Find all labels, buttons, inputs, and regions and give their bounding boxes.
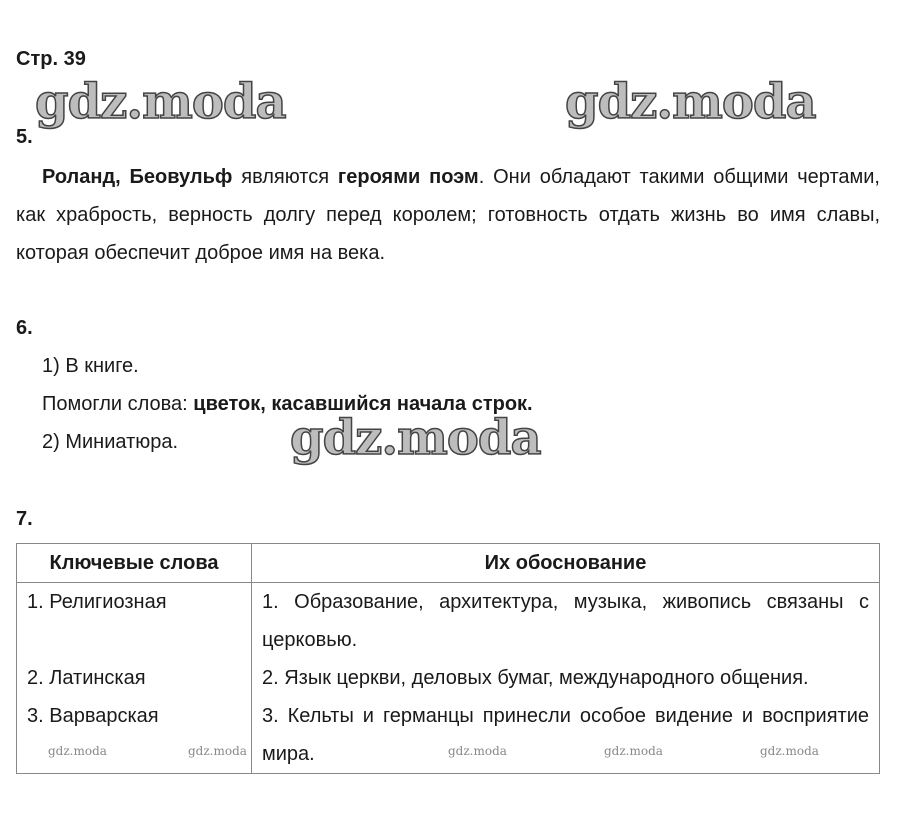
keywords-table <box>16 543 880 774</box>
text: являются <box>232 166 338 188</box>
watermark: gdz.moda <box>760 744 819 758</box>
bold-heroes: Роланд, Беовульф <box>42 166 233 188</box>
task-7-number: 7. <box>16 508 33 530</box>
watermark: gdz.moda <box>35 74 286 130</box>
watermark: gdz.moda <box>604 744 663 758</box>
keyword: 3. Варварская <box>27 705 159 727</box>
task-6-number: 6. <box>16 317 33 339</box>
watermark: gdz.moda <box>448 744 507 758</box>
task-5-number: 5. <box>16 126 33 148</box>
page-label: Стр. 39 <box>16 48 86 70</box>
reason: 2. Язык церкви, деловых бумаг, международного общения. <box>262 667 809 689</box>
keyword: 1. Религиозная <box>27 591 167 613</box>
watermark: gdz.moda <box>290 410 541 466</box>
task-5-answer <box>16 158 880 272</box>
header-keywords: Ключевые слова <box>17 544 252 583</box>
header-reasons: Их обоснование <box>252 544 880 583</box>
watermark: gdz.moda <box>48 744 107 758</box>
watermark: gdz.moda <box>565 74 816 130</box>
text: Помогли слова: <box>42 393 194 415</box>
reason: 1. Образование, архитектура, музыка, живопись связаны с церковью. <box>262 591 869 651</box>
bold-text: цветок, касавшийся начала строк. <box>193 393 533 415</box>
text: . Они обладают такими общими чертами, как храбрость, верность долгу перед королем; готовность отдать жизнь во имя славы, которая обеспечит доброе имя на века. <box>16 166 880 264</box>
task-6-line-3: 2) Миниатюра. <box>42 431 179 453</box>
task-6-line-1: 1) В книге. <box>42 355 139 377</box>
reason: 3. Кельты и германцы принесли особое видение и восприятие мира. <box>262 705 869 765</box>
keyword: 2. Латинская <box>27 667 146 689</box>
watermark: gdz.moda <box>188 744 247 758</box>
table-header-row <box>17 544 880 583</box>
bold-poems: героями поэм <box>337 166 479 188</box>
